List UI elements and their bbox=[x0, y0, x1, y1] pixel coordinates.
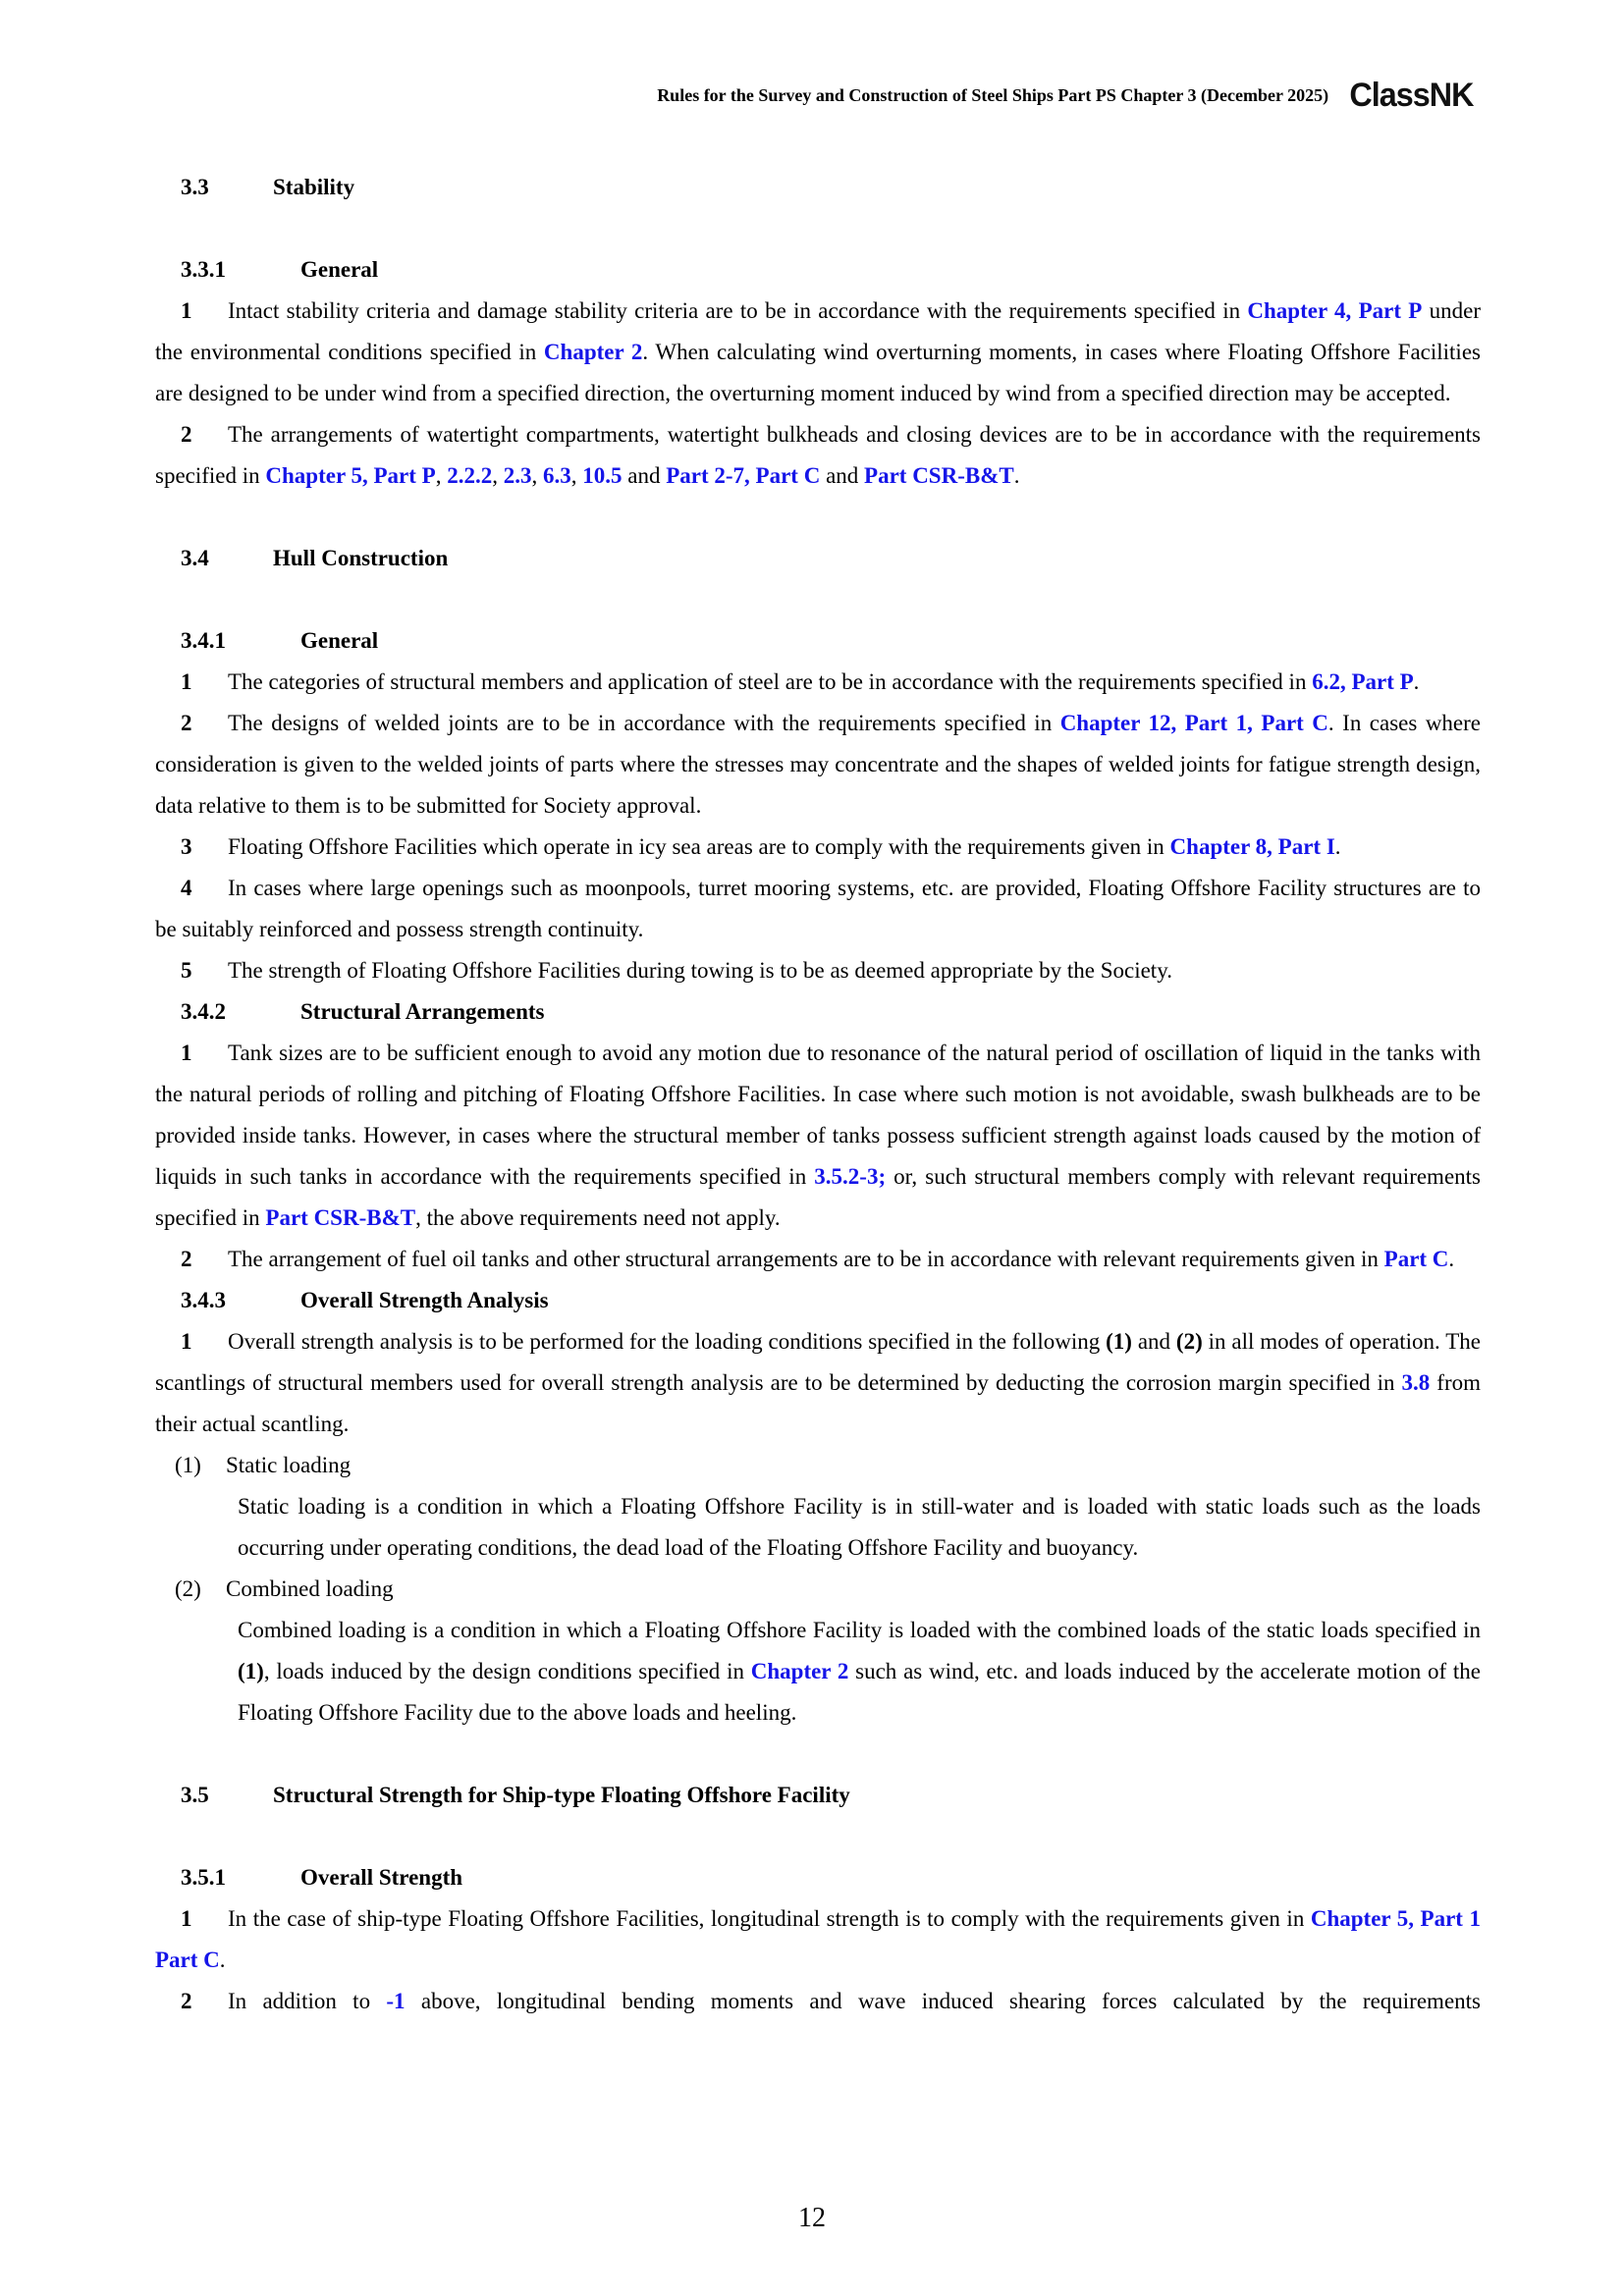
item-combined-loading: (2) Combined loading bbox=[175, 1576, 394, 1601]
paragraph-3-4-1-5: 5 The strength of Floating Offshore Facilities during towing is to be as deemed appropriate by the Society. bbox=[181, 958, 1172, 983]
link-part-c[interactable]: Part C bbox=[1383, 1247, 1449, 1271]
link-chapter-8-part-i[interactable]: Chapter 8, Part I bbox=[1169, 834, 1335, 859]
subsection-heading-3-3-1: 3.3.1 General bbox=[181, 257, 379, 282]
item-combined-loading-body: Combined loading is a condition in which a Floating Offshore Facility is loaded with the combined loads of the static loads specified in (1), loads induced by the design conditions specified in Chapter 2 such as wind, etc. and loads induced by the accelerate motion of the Floating Offshore Facility due to the above loads and heeling. bbox=[238, 1618, 1481, 1725]
section-heading-3-3: 3.3 Stability bbox=[181, 175, 355, 199]
link-minus-1[interactable]: -1 bbox=[386, 1989, 406, 2013]
paragraph-3-4-2-2: 2 The arrangement of fuel oil tanks and other structural arrangements are to be in accordance with relevant requirements given in Part C. bbox=[181, 1247, 1455, 1271]
link-chapter-2-b[interactable]: Chapter 2 bbox=[750, 1659, 849, 1683]
subsection-heading-3-4-3: 3.4.3 Overall Strength Analysis bbox=[181, 1288, 549, 1312]
paragraph-3-4-1-3: 3 Floating Offshore Facilities which operate in icy sea areas are to comply with the requirements given in Chapter 8, Part I. bbox=[181, 834, 1341, 859]
link-3-8[interactable]: 3.8 bbox=[1401, 1370, 1431, 1395]
link-chapter-12-part-1-part-c[interactable]: Chapter 12, Part 1, Part C bbox=[1059, 711, 1328, 735]
link-2-3[interactable]: 2.3 bbox=[503, 463, 532, 488]
link-chapter-2[interactable]: Chapter 2 bbox=[543, 340, 643, 364]
link-part-csr-bt[interactable]: Part CSR-B&T bbox=[864, 463, 1014, 488]
link-chapter-4-part-p[interactable]: Chapter 4, Part P bbox=[1247, 298, 1423, 323]
link-chapter-5-part-1-part-c[interactable]: Chapter 5, Part 1 Part C bbox=[155, 1906, 1481, 1972]
section-heading-3-4: 3.4 Hull Construction bbox=[181, 546, 449, 570]
item-static-loading-body: Static loading is a condition in which a Floating Offshore Facility is in still-water and is loaded with static loads such as the loads occurring under operating conditions, the dead load of the Floating Offshore Facility and buoyancy. bbox=[238, 1494, 1481, 1560]
paragraph-3-4-1-4: 4 In cases where large openings such as moonpools, turret mooring systems, etc. are provided, Floating Offshore Facility structures are to be suitably reinforced and possess strength continuity. bbox=[155, 876, 1481, 941]
paragraph-3-4-2-1: 1 Tank sizes are to be sufficient enough to avoid any motion due to resonance of the natural period of oscillation of liquid in the tanks with the natural periods of rolling and pitching of Floating Offshore Facilities. In case where such motion is not avoidable, swash bulkheads are to be provided inside tanks. However, in cases where the structural member of tanks possess sufficient strength against loads caused by the motion of liquids in such tanks in accordance with the requirements specified in 3.5.2-3; or, such structural members comply with relevant requirements specified in Part CSR-B&T, the above requirements need not apply. bbox=[155, 1041, 1482, 1230]
paragraph-3-5-1-1: 1 In the case of ship-type Floating Offshore Facilities, longitudinal strength is to comply with the requirements given in Chapter 5, Part 1 Part C. bbox=[155, 1906, 1481, 1972]
link-2-2-2[interactable]: 2.2.2 bbox=[447, 463, 493, 488]
item-static-loading: (1) Static loading bbox=[175, 1453, 352, 1477]
link-6-2-part-p[interactable]: 6.2, Part P bbox=[1312, 669, 1414, 694]
paragraph-3-4-1-1: 1 The categories of structural members and application of steel are to be in accordance with the requirements specified in 6.2, Part P. bbox=[181, 669, 1420, 694]
paragraph-3-4-1-2: 2 The designs of welded joints are to be in accordance with the requirements specified in Chapter 12, Part 1, Part C. In cases where consideration is given to the welded joints of parts where the stresses may concentrate and the shapes of welded joints for fatigue strength design, data relative to them is to be submitted for Society approval. bbox=[155, 711, 1482, 818]
link-part-2-7-part-c[interactable]: Part 2-7, Part C bbox=[666, 463, 821, 488]
link-part-csr-bt-2[interactable]: Part CSR-B&T bbox=[265, 1205, 416, 1230]
subsection-heading-3-4-1: 3.4.1 General bbox=[181, 628, 379, 653]
paragraph-3-3-1-1: 1 Intact stability criteria and damage stability criteria are to be in accordance with the requirements specified in Chapter 4, Part P under the environmental conditions specified in Chapter 2. When calculating wind overturning moments, in cases where Floating Offshore Facilities are designed to be under wind from a specified direction, the overturning moment induced by wind from a specified direction may be accepted. bbox=[155, 298, 1482, 405]
classnk-logo: ClassNK bbox=[1349, 77, 1474, 114]
paragraph-3-4-3-1: 1 Overall strength analysis is to be performed for the loading conditions specified in the following (1) and (2) in all modes of operation. The scantlings of structural members used for overall strength analysis are to be determined by deducting the corrosion margin specified in 3.8 from their actual scantling. bbox=[155, 1329, 1481, 1436]
page-header bbox=[657, 77, 1477, 115]
link-chapter-5-part-p[interactable]: Chapter 5, Part P bbox=[265, 463, 436, 488]
subsection-heading-3-5-1: 3.5.1 Overall Strength bbox=[181, 1865, 463, 1890]
link-6-3[interactable]: 6.3 bbox=[542, 463, 571, 488]
paragraph-3-5-1-2: 2 In addition to -1 above, longitudinal bending moments and wave induced shearing forces calculated by the requirements bbox=[181, 1989, 1481, 2013]
subsection-heading-3-4-2: 3.4.2 Structural Arrangements bbox=[181, 999, 545, 1024]
document-body bbox=[155, 167, 1481, 2022]
section-heading-3-5: 3.5 Structural Strength for Ship-type Floating Offshore Facility bbox=[181, 1783, 850, 1807]
link-10-5[interactable]: 10.5 bbox=[582, 463, 623, 488]
page-number: 12 bbox=[798, 2203, 826, 2233]
paragraph-3-3-1-2: 2 The arrangements of watertight compartments, watertight bulkheads and closing devices are to be in accordance with the requirements specified in Chapter 5, Part P, 2.2.2, 2.3, 6.3, 10.5 and Part 2-7, Part C and Part CSR-B&T. bbox=[155, 422, 1481, 488]
header-title: Rules for the Survey and Construction of Steel Ships Part PS Chapter 3 (December 2025) bbox=[657, 85, 1329, 105]
link-3-5-2-3[interactable]: 3.5.2-3; bbox=[814, 1164, 887, 1189]
